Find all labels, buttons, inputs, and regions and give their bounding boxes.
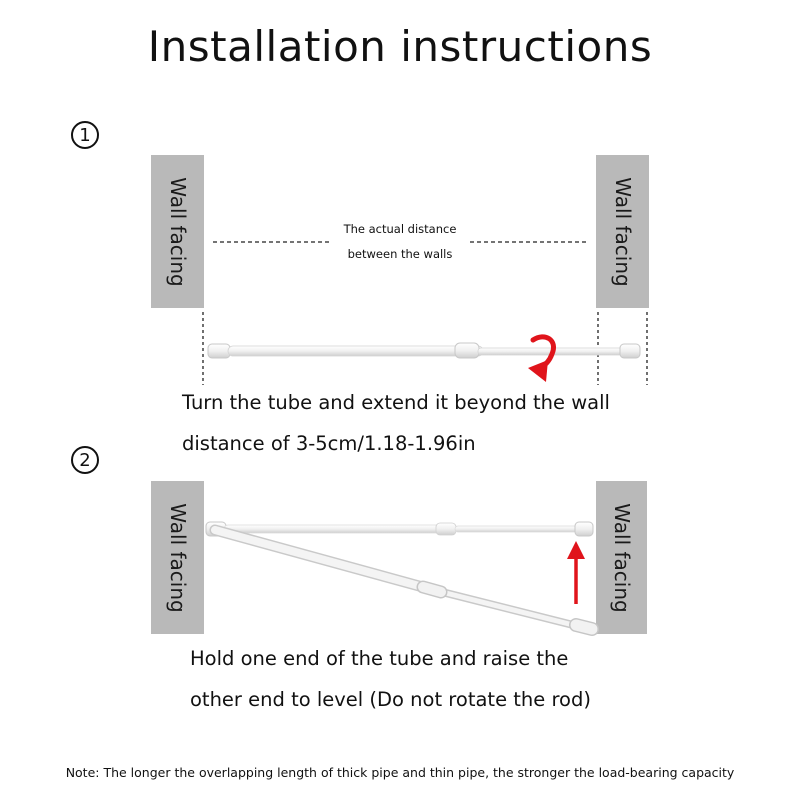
step-2-left-wall-label: Wall facing — [165, 502, 190, 613]
step-2-number: 2 — [71, 446, 99, 474]
step-2-caption-line2: other end to level (Do not rotate the rod) — [190, 688, 591, 711]
distance-label-line1: The actual distance — [343, 222, 457, 236]
page-title: Installation instructions — [147, 22, 653, 71]
step-1-left-wall-label: Wall facing — [165, 176, 190, 287]
distance-label-line2: between the walls — [347, 247, 453, 261]
up-arrow-icon — [567, 541, 585, 604]
step-1-caption-line2: distance of 3-5cm/1.18-1.96in — [182, 432, 476, 455]
step-2-tilted-rod — [215, 530, 592, 629]
step-2-caption-line1: Hold one end of the tube and raise the — [190, 647, 569, 670]
step-1-rod — [208, 343, 640, 358]
footer-note: Note: The longer the overlapping length of thick pipe and thin pipe, the stronger the load-bearing capacity — [65, 765, 735, 780]
step-1-right-wall-label: Wall facing — [610, 176, 635, 287]
step-1-number: 1 — [71, 121, 99, 149]
step-2-level-rod — [206, 522, 593, 536]
curved-rotate-arrow-icon — [528, 337, 554, 382]
step-2-right-wall-label: Wall facing — [609, 502, 634, 613]
step-1-caption-line1: Turn the tube and extend it beyond the wall — [182, 391, 610, 414]
